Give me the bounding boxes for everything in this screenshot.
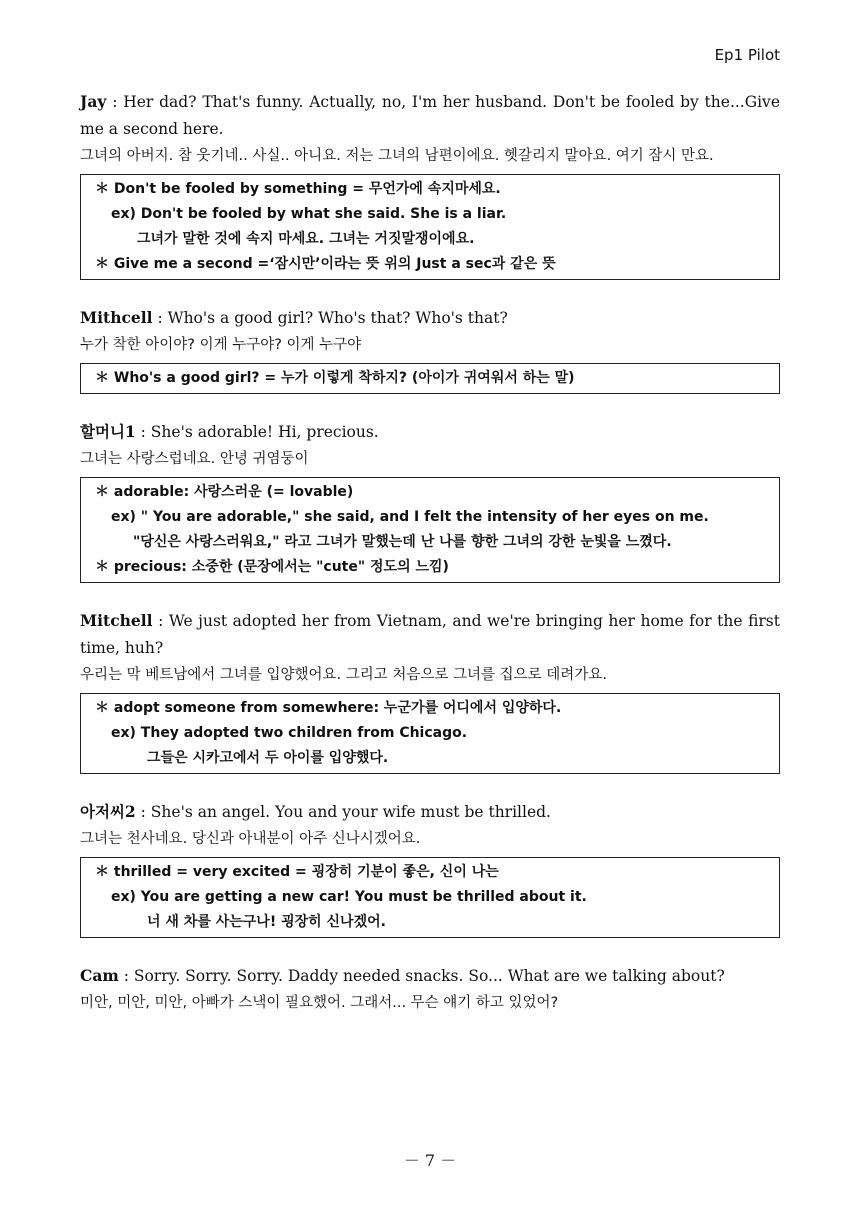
dialogue-block-mithcell — [80, 304, 780, 394]
dialogue-block-mitchell — [80, 607, 780, 774]
korean-translation: 누가 착한 아이야? 이게 누구야? 이게 누구야 — [80, 337, 362, 353]
note-line: ＊ thrilled = very excited = 굉장히 기분이 좋은, 신이 나는 — [95, 864, 499, 880]
english-line: We just adopted her from Vietnam, and we're bringing her home for the first time, huh? — [80, 612, 780, 657]
vocab-note-box — [80, 363, 780, 394]
korean-translation: 그녀는 천사네요. 당신과 아내분이 아주 신나시겠어요. — [80, 831, 421, 847]
script-content — [80, 88, 780, 1017]
dialogue-line: 할머니1 : She's adorable! Hi, precious. — [80, 422, 379, 441]
vocab-note-box — [80, 857, 780, 938]
note-line: ex) Don't be fooled by what she said. She is a liar. — [111, 206, 507, 222]
note-line: ＊ Give me a second =‘잠시만’이라는 뜻 위의 Just a sec과 같은 뜻 — [95, 256, 556, 272]
note-line: 그들은 시카고에서 두 아이를 입양했다. — [147, 750, 389, 766]
vocab-note-box — [80, 477, 780, 583]
speaker-name: Mitchell — [80, 611, 153, 630]
english-line: Sorry. Sorry. Sorry. Daddy needed snacks. So... What are we talking about? — [133, 967, 725, 985]
vocab-note-box — [80, 693, 780, 774]
note-line: ＊ adopt someone from somewhere: 누군가를 어디에서 입양하다. — [95, 700, 562, 716]
dialogue-block-cam — [80, 962, 780, 1017]
english-line: She's adorable! Hi, precious. — [150, 423, 379, 441]
dialogue-block-jay — [80, 88, 780, 280]
note-line: ex) " You are adorable," she said, and I felt the intensity of her eyes on me. — [111, 509, 709, 525]
speaker-name: Mithcell — [80, 308, 153, 327]
dialogue-block-grandma — [80, 418, 780, 583]
note-line: ex) You are getting a new car! You must be thrilled about it. — [111, 889, 587, 905]
speaker-name: Jay — [80, 92, 107, 111]
dialogue-line: Mithcell : Who's a good girl? Who's that? Who's that? — [80, 308, 508, 327]
dialogue-block-uncle — [80, 798, 780, 938]
dialogue-line: Jay : Her dad? That's funny. Actually, no, I'm her husband. Don't be fooled by the...Give me a second here. — [80, 92, 780, 138]
episode-header: Ep1 Pilot — [714, 46, 780, 64]
english-line: Who's a good girl? Who's that? Who's that? — [167, 309, 508, 327]
korean-translation: 우리는 막 베트남에서 그녀를 입양했어요. 그리고 처음으로 그녀를 집으로 데려가요. — [80, 667, 607, 683]
note-line: 그녀가 말한 것에 속지 마세요. 그녀는 거짓말쟁이에요. — [137, 231, 475, 247]
english-line: She's an angel. You and your wife must be thrilled. — [150, 803, 551, 821]
dialogue-line: Cam : Sorry. Sorry. Sorry. Daddy needed snacks. So... What are we talking about? — [80, 966, 725, 985]
note-line: 너 새 차를 사는구나! 굉장히 신나겠어. — [147, 914, 386, 930]
note-line: "당신은 사랑스러워요," 라고 그녀가 말했는데 난 나를 향한 그녀의 강한 눈빛을 느꼈다. — [133, 534, 672, 550]
page-number: － 7 － — [403, 1151, 457, 1170]
speaker-name: 아저씨2 — [80, 802, 136, 821]
vocab-note-box — [80, 174, 780, 280]
korean-translation: 그녀는 사랑스럽네요. 안녕 귀염둥이 — [80, 451, 309, 467]
speaker-name: 할머니1 — [80, 422, 136, 441]
note-line: ＊ precious: 소중한 (문장에서는 "cute" 정도의 느낌) — [95, 559, 449, 575]
korean-translation: 그녀의 아버지. 참 웃기네.. 사실.. 아니요. 저는 그녀의 남편이에요. 헷갈리지 말아요. 여기 잠시 만요. — [80, 148, 714, 164]
dialogue-line: 아저씨2 : She's an angel. You and your wife must be thrilled. — [80, 802, 551, 821]
note-line: ＊ Don't be fooled by something = 무언가에 속지마세요. — [95, 181, 501, 197]
korean-translation: 미안, 미안, 미안, 아빠가 스낵이 필요했어. 그래서... 무슨 얘기 하고 있었어? — [80, 995, 559, 1011]
note-line: ＊ adorable: 사랑스러운 (= lovable) — [95, 484, 354, 500]
dialogue-line: Mitchell : We just adopted her from Vietnam, and we're bringing her home for the first time, huh? — [80, 611, 780, 657]
speaker-name: Cam — [80, 966, 119, 985]
english-line: Her dad? That's funny. Actually, no, I'm her husband. Don't be fooled by the...Give me a second here. — [80, 93, 780, 138]
note-line: ＊ Who's a good girl? = 누가 이렇게 착하지? (아이가 귀여워서 하는 말) — [95, 370, 575, 386]
note-line: ex) They adopted two children from Chicago. — [111, 725, 468, 741]
